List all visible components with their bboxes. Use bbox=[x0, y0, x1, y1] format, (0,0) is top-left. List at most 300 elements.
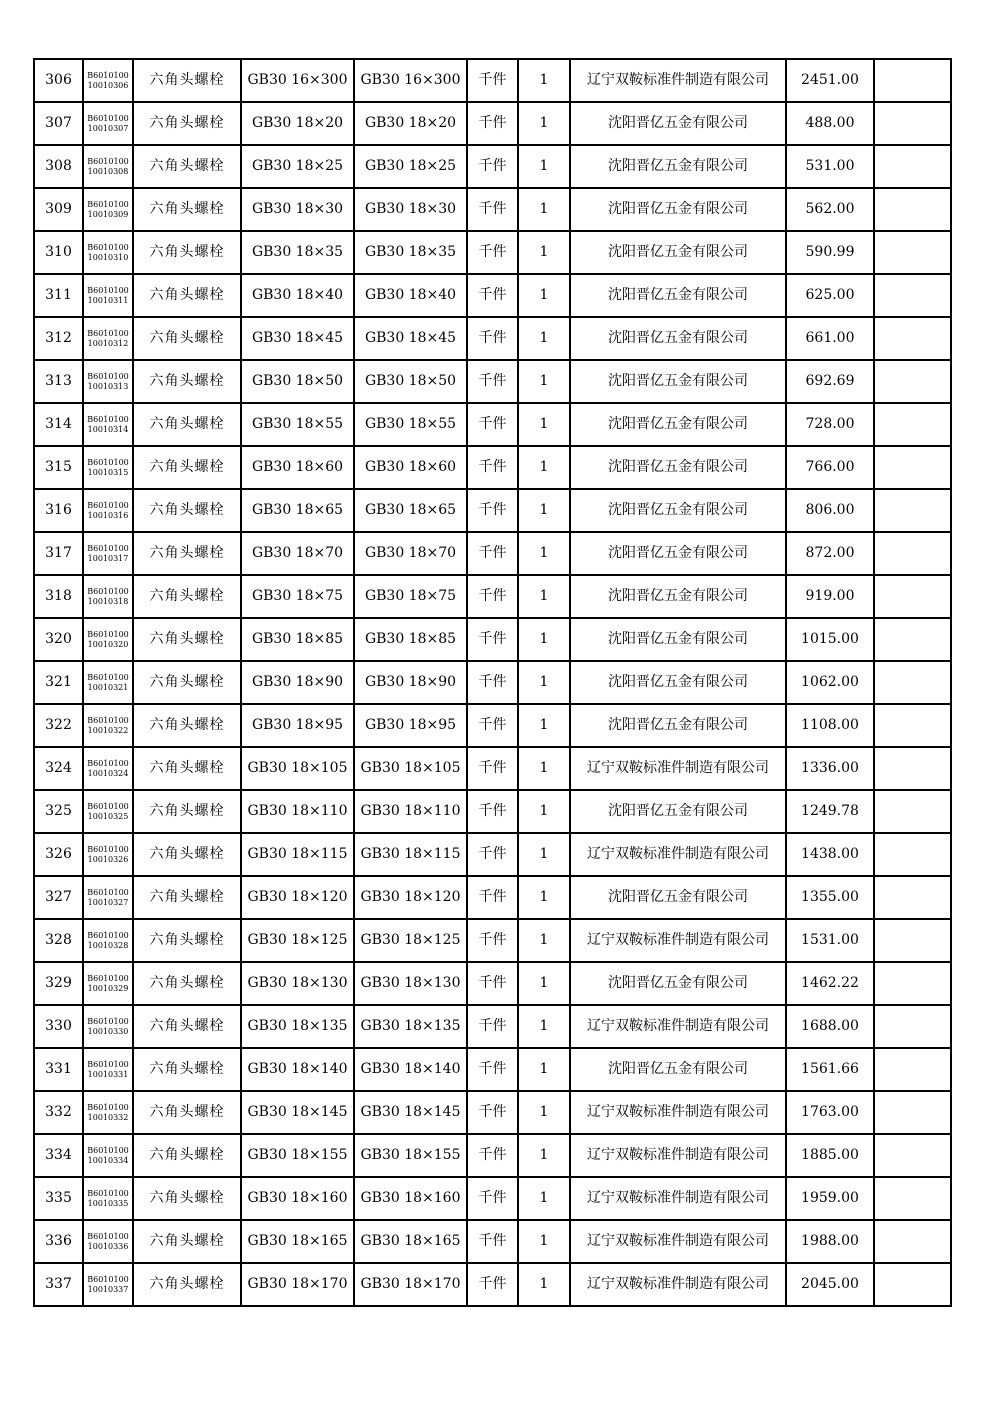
material-code-cell: B601010010010310 bbox=[83, 231, 133, 274]
item-name-cell: 六角头螺栓 bbox=[133, 704, 241, 747]
quantity-cell: 1 bbox=[518, 274, 570, 317]
item-spec-cell: GB30 18×145 bbox=[241, 1091, 354, 1134]
item-name-cell: 六角头螺栓 bbox=[133, 102, 241, 145]
price-cell: 728.00 bbox=[786, 403, 874, 446]
row-number-cell: 310 bbox=[34, 231, 83, 274]
table-row bbox=[34, 1005, 951, 1048]
unit-cell: 千件 bbox=[467, 532, 518, 575]
supplier-cell: 辽宁双鞍标准件制造有限公司 bbox=[570, 747, 786, 790]
item-name-cell: 六角头螺栓 bbox=[133, 833, 241, 876]
item-spec-cell: GB30 18×85 bbox=[241, 618, 354, 661]
row-number-cell: 308 bbox=[34, 145, 83, 188]
quantity-cell: 1 bbox=[518, 1177, 570, 1220]
unit-cell: 千件 bbox=[467, 274, 518, 317]
price-cell: 1959.00 bbox=[786, 1177, 874, 1220]
item-model-cell: GB30 18×60 bbox=[354, 446, 467, 489]
supplier-cell: 沈阳晋亿五金有限公司 bbox=[570, 876, 786, 919]
item-model-cell: GB30 18×20 bbox=[354, 102, 467, 145]
item-model-cell: GB30 18×140 bbox=[354, 1048, 467, 1091]
table-row bbox=[34, 102, 951, 145]
table-row bbox=[34, 790, 951, 833]
note-cell bbox=[874, 145, 951, 188]
quantity-cell: 1 bbox=[518, 833, 570, 876]
note-cell bbox=[874, 1263, 951, 1306]
unit-cell: 千件 bbox=[467, 446, 518, 489]
item-spec-cell: GB30 18×115 bbox=[241, 833, 354, 876]
supplier-cell: 辽宁双鞍标准件制造有限公司 bbox=[570, 1005, 786, 1048]
material-code-cell: B601010010010313 bbox=[83, 360, 133, 403]
table-row bbox=[34, 747, 951, 790]
quantity-cell: 1 bbox=[518, 145, 570, 188]
supplier-cell: 沈阳晋亿五金有限公司 bbox=[570, 532, 786, 575]
quantity-cell: 1 bbox=[518, 747, 570, 790]
material-code-cell: B601010010010327 bbox=[83, 876, 133, 919]
table-row bbox=[34, 1220, 951, 1263]
material-code-cell: B601010010010318 bbox=[83, 575, 133, 618]
note-cell bbox=[874, 102, 951, 145]
table-row bbox=[34, 1134, 951, 1177]
item-model-cell: GB30 18×145 bbox=[354, 1091, 467, 1134]
item-model-cell: GB30 18×170 bbox=[354, 1263, 467, 1306]
note-cell bbox=[874, 231, 951, 274]
item-model-cell: GB30 18×65 bbox=[354, 489, 467, 532]
item-spec-cell: GB30 18×75 bbox=[241, 575, 354, 618]
material-code-cell: B601010010010325 bbox=[83, 790, 133, 833]
table-row bbox=[34, 704, 951, 747]
note-cell bbox=[874, 661, 951, 704]
item-model-cell: GB30 18×70 bbox=[354, 532, 467, 575]
item-model-cell: GB30 18×160 bbox=[354, 1177, 467, 1220]
item-spec-cell: GB30 18×65 bbox=[241, 489, 354, 532]
item-spec-cell: GB30 18×60 bbox=[241, 446, 354, 489]
quantity-cell: 1 bbox=[518, 1263, 570, 1306]
item-model-cell: GB30 18×130 bbox=[354, 962, 467, 1005]
supplier-cell: 沈阳晋亿五金有限公司 bbox=[570, 575, 786, 618]
row-number-cell: 325 bbox=[34, 790, 83, 833]
row-number-cell: 314 bbox=[34, 403, 83, 446]
note-cell bbox=[874, 1134, 951, 1177]
supplier-cell: 沈阳晋亿五金有限公司 bbox=[570, 102, 786, 145]
quantity-cell: 1 bbox=[518, 102, 570, 145]
material-code-cell: B601010010010306 bbox=[83, 59, 133, 102]
item-spec-cell: GB30 18×110 bbox=[241, 790, 354, 833]
item-name-cell: 六角头螺栓 bbox=[133, 1220, 241, 1263]
note-cell bbox=[874, 747, 951, 790]
table-row bbox=[34, 360, 951, 403]
table-row bbox=[34, 1263, 951, 1306]
item-spec-cell: GB30 18×165 bbox=[241, 1220, 354, 1263]
price-cell: 1763.00 bbox=[786, 1091, 874, 1134]
material-code-cell: B601010010010331 bbox=[83, 1048, 133, 1091]
quantity-cell: 1 bbox=[518, 704, 570, 747]
unit-cell: 千件 bbox=[467, 1220, 518, 1263]
supplier-cell: 沈阳晋亿五金有限公司 bbox=[570, 704, 786, 747]
supplier-cell: 沈阳晋亿五金有限公司 bbox=[570, 618, 786, 661]
price-cell: 1249.78 bbox=[786, 790, 874, 833]
price-cell: 1462.22 bbox=[786, 962, 874, 1005]
unit-cell: 千件 bbox=[467, 360, 518, 403]
table-row bbox=[34, 317, 951, 360]
row-number-cell: 326 bbox=[34, 833, 83, 876]
item-model-cell: GB30 18×30 bbox=[354, 188, 467, 231]
unit-cell: 千件 bbox=[467, 833, 518, 876]
material-code-cell: B601010010010321 bbox=[83, 661, 133, 704]
item-spec-cell: GB30 18×160 bbox=[241, 1177, 354, 1220]
table-body bbox=[34, 59, 951, 1306]
note-cell bbox=[874, 1005, 951, 1048]
item-name-cell: 六角头螺栓 bbox=[133, 403, 241, 446]
item-spec-cell: GB30 18×25 bbox=[241, 145, 354, 188]
note-cell bbox=[874, 360, 951, 403]
row-number-cell: 331 bbox=[34, 1048, 83, 1091]
item-name-cell: 六角头螺栓 bbox=[133, 188, 241, 231]
row-number-cell: 337 bbox=[34, 1263, 83, 1306]
supplier-cell: 沈阳晋亿五金有限公司 bbox=[570, 274, 786, 317]
item-spec-cell: GB30 18×120 bbox=[241, 876, 354, 919]
quantity-cell: 1 bbox=[518, 317, 570, 360]
material-code-cell: B601010010010329 bbox=[83, 962, 133, 1005]
item-spec-cell: GB30 18×105 bbox=[241, 747, 354, 790]
item-name-cell: 六角头螺栓 bbox=[133, 59, 241, 102]
note-cell bbox=[874, 317, 951, 360]
note-cell bbox=[874, 59, 951, 102]
row-number-cell: 312 bbox=[34, 317, 83, 360]
material-code-cell: B601010010010326 bbox=[83, 833, 133, 876]
item-name-cell: 六角头螺栓 bbox=[133, 360, 241, 403]
table-row bbox=[34, 919, 951, 962]
table-row bbox=[34, 618, 951, 661]
table-row bbox=[34, 188, 951, 231]
item-name-cell: 六角头螺栓 bbox=[133, 231, 241, 274]
price-cell: 531.00 bbox=[786, 145, 874, 188]
item-model-cell: GB30 18×120 bbox=[354, 876, 467, 919]
quantity-cell: 1 bbox=[518, 188, 570, 231]
quantity-cell: 1 bbox=[518, 1220, 570, 1263]
quantity-cell: 1 bbox=[518, 1048, 570, 1091]
item-model-cell: GB30 18×105 bbox=[354, 747, 467, 790]
supplier-cell: 沈阳晋亿五金有限公司 bbox=[570, 188, 786, 231]
row-number-cell: 317 bbox=[34, 532, 83, 575]
row-number-cell: 315 bbox=[34, 446, 83, 489]
item-name-cell: 六角头螺栓 bbox=[133, 1134, 241, 1177]
item-spec-cell: GB30 18×35 bbox=[241, 231, 354, 274]
supplier-cell: 沈阳晋亿五金有限公司 bbox=[570, 360, 786, 403]
row-number-cell: 311 bbox=[34, 274, 83, 317]
item-spec-cell: GB30 18×90 bbox=[241, 661, 354, 704]
unit-cell: 千件 bbox=[467, 59, 518, 102]
item-model-cell: GB30 18×90 bbox=[354, 661, 467, 704]
item-name-cell: 六角头螺栓 bbox=[133, 919, 241, 962]
note-cell bbox=[874, 446, 951, 489]
supplier-cell: 沈阳晋亿五金有限公司 bbox=[570, 231, 786, 274]
unit-cell: 千件 bbox=[467, 1005, 518, 1048]
unit-cell: 千件 bbox=[467, 962, 518, 1005]
row-number-cell: 329 bbox=[34, 962, 83, 1005]
supplier-cell: 沈阳晋亿五金有限公司 bbox=[570, 403, 786, 446]
note-cell bbox=[874, 962, 951, 1005]
item-name-cell: 六角头螺栓 bbox=[133, 1263, 241, 1306]
item-name-cell: 六角头螺栓 bbox=[133, 575, 241, 618]
quantity-cell: 1 bbox=[518, 489, 570, 532]
unit-cell: 千件 bbox=[467, 1048, 518, 1091]
quantity-cell: 1 bbox=[518, 231, 570, 274]
material-code-cell: B601010010010312 bbox=[83, 317, 133, 360]
item-name-cell: 六角头螺栓 bbox=[133, 274, 241, 317]
supplier-cell: 沈阳晋亿五金有限公司 bbox=[570, 145, 786, 188]
table-row bbox=[34, 1177, 951, 1220]
item-spec-cell: GB30 18×125 bbox=[241, 919, 354, 962]
table-row bbox=[34, 876, 951, 919]
supplier-cell: 沈阳晋亿五金有限公司 bbox=[570, 446, 786, 489]
note-cell bbox=[874, 188, 951, 231]
material-code-cell: B601010010010320 bbox=[83, 618, 133, 661]
item-model-cell: GB30 18×115 bbox=[354, 833, 467, 876]
note-cell bbox=[874, 704, 951, 747]
unit-cell: 千件 bbox=[467, 876, 518, 919]
quantity-cell: 1 bbox=[518, 790, 570, 833]
item-model-cell: GB30 18×95 bbox=[354, 704, 467, 747]
row-number-cell: 324 bbox=[34, 747, 83, 790]
note-cell bbox=[874, 1048, 951, 1091]
row-number-cell: 322 bbox=[34, 704, 83, 747]
quantity-cell: 1 bbox=[518, 403, 570, 446]
supplier-cell: 辽宁双鞍标准件制造有限公司 bbox=[570, 59, 786, 102]
item-model-cell: GB30 18×110 bbox=[354, 790, 467, 833]
note-cell bbox=[874, 403, 951, 446]
price-cell: 1988.00 bbox=[786, 1220, 874, 1263]
item-spec-cell: GB30 18×95 bbox=[241, 704, 354, 747]
material-code-cell: B601010010010328 bbox=[83, 919, 133, 962]
table-row bbox=[34, 145, 951, 188]
unit-cell: 千件 bbox=[467, 1134, 518, 1177]
item-model-cell: GB30 18×135 bbox=[354, 1005, 467, 1048]
item-name-cell: 六角头螺栓 bbox=[133, 962, 241, 1005]
quantity-cell: 1 bbox=[518, 919, 570, 962]
quantity-cell: 1 bbox=[518, 661, 570, 704]
row-number-cell: 321 bbox=[34, 661, 83, 704]
item-spec-cell: GB30 18×130 bbox=[241, 962, 354, 1005]
item-model-cell: GB30 18×40 bbox=[354, 274, 467, 317]
unit-cell: 千件 bbox=[467, 403, 518, 446]
item-name-cell: 六角头螺栓 bbox=[133, 790, 241, 833]
unit-cell: 千件 bbox=[467, 747, 518, 790]
item-spec-cell: GB30 18×50 bbox=[241, 360, 354, 403]
item-name-cell: 六角头螺栓 bbox=[133, 317, 241, 360]
item-model-cell: GB30 18×50 bbox=[354, 360, 467, 403]
material-code-cell: B601010010010332 bbox=[83, 1091, 133, 1134]
quantity-cell: 1 bbox=[518, 532, 570, 575]
row-number-cell: 332 bbox=[34, 1091, 83, 1134]
row-number-cell: 330 bbox=[34, 1005, 83, 1048]
item-name-cell: 六角头螺栓 bbox=[133, 618, 241, 661]
price-cell: 692.69 bbox=[786, 360, 874, 403]
note-cell bbox=[874, 1091, 951, 1134]
item-spec-cell: GB30 18×55 bbox=[241, 403, 354, 446]
price-cell: 872.00 bbox=[786, 532, 874, 575]
item-model-cell: GB30 18×35 bbox=[354, 231, 467, 274]
material-code-cell: B601010010010315 bbox=[83, 446, 133, 489]
item-spec-cell: GB30 18×155 bbox=[241, 1134, 354, 1177]
table-row bbox=[34, 962, 951, 1005]
item-spec-cell: GB30 18×30 bbox=[241, 188, 354, 231]
material-code-cell: B601010010010335 bbox=[83, 1177, 133, 1220]
supplier-cell: 辽宁双鞍标准件制造有限公司 bbox=[570, 919, 786, 962]
table-row bbox=[34, 575, 951, 618]
price-cell: 1688.00 bbox=[786, 1005, 874, 1048]
item-name-cell: 六角头螺栓 bbox=[133, 532, 241, 575]
price-cell: 1355.00 bbox=[786, 876, 874, 919]
supplier-cell: 辽宁双鞍标准件制造有限公司 bbox=[570, 833, 786, 876]
unit-cell: 千件 bbox=[467, 618, 518, 661]
item-model-cell: GB30 18×55 bbox=[354, 403, 467, 446]
price-cell: 1108.00 bbox=[786, 704, 874, 747]
supplier-cell: 沈阳晋亿五金有限公司 bbox=[570, 1048, 786, 1091]
quantity-cell: 1 bbox=[518, 618, 570, 661]
unit-cell: 千件 bbox=[467, 1091, 518, 1134]
price-cell: 1561.66 bbox=[786, 1048, 874, 1091]
table-row bbox=[34, 403, 951, 446]
quantity-cell: 1 bbox=[518, 1005, 570, 1048]
unit-cell: 千件 bbox=[467, 1177, 518, 1220]
item-name-cell: 六角头螺栓 bbox=[133, 145, 241, 188]
price-cell: 1438.00 bbox=[786, 833, 874, 876]
table-row bbox=[34, 661, 951, 704]
item-model-cell: GB30 18×85 bbox=[354, 618, 467, 661]
price-cell: 1885.00 bbox=[786, 1134, 874, 1177]
price-cell: 766.00 bbox=[786, 446, 874, 489]
note-cell bbox=[874, 1177, 951, 1220]
note-cell bbox=[874, 489, 951, 532]
row-number-cell: 328 bbox=[34, 919, 83, 962]
price-cell: 1062.00 bbox=[786, 661, 874, 704]
note-cell bbox=[874, 1220, 951, 1263]
material-code-cell: B601010010010309 bbox=[83, 188, 133, 231]
row-number-cell: 335 bbox=[34, 1177, 83, 1220]
supplier-cell: 沈阳晋亿五金有限公司 bbox=[570, 790, 786, 833]
table-row bbox=[34, 274, 951, 317]
item-model-cell: GB30 18×25 bbox=[354, 145, 467, 188]
item-spec-cell: GB30 18×70 bbox=[241, 532, 354, 575]
row-number-cell: 320 bbox=[34, 618, 83, 661]
quantity-cell: 1 bbox=[518, 876, 570, 919]
quantity-cell: 1 bbox=[518, 446, 570, 489]
item-spec-cell: GB30 18×45 bbox=[241, 317, 354, 360]
supplier-cell: 沈阳晋亿五金有限公司 bbox=[570, 661, 786, 704]
item-spec-cell: GB30 18×170 bbox=[241, 1263, 354, 1306]
note-cell bbox=[874, 876, 951, 919]
item-name-cell: 六角头螺栓 bbox=[133, 1177, 241, 1220]
row-number-cell: 318 bbox=[34, 575, 83, 618]
quantity-cell: 1 bbox=[518, 962, 570, 1005]
item-spec-cell: GB30 16×300 bbox=[241, 59, 354, 102]
supplier-cell: 辽宁双鞍标准件制造有限公司 bbox=[570, 1263, 786, 1306]
supplier-cell: 辽宁双鞍标准件制造有限公司 bbox=[570, 1134, 786, 1177]
row-number-cell: 306 bbox=[34, 59, 83, 102]
table-row bbox=[34, 1091, 951, 1134]
unit-cell: 千件 bbox=[467, 704, 518, 747]
material-code-cell: B601010010010322 bbox=[83, 704, 133, 747]
note-cell bbox=[874, 274, 951, 317]
row-number-cell: 316 bbox=[34, 489, 83, 532]
item-model-cell: GB30 18×45 bbox=[354, 317, 467, 360]
item-name-cell: 六角头螺栓 bbox=[133, 1048, 241, 1091]
note-cell bbox=[874, 833, 951, 876]
table-row bbox=[34, 446, 951, 489]
price-cell: 562.00 bbox=[786, 188, 874, 231]
quantity-cell: 1 bbox=[518, 1134, 570, 1177]
price-cell: 661.00 bbox=[786, 317, 874, 360]
supplier-cell: 辽宁双鞍标准件制造有限公司 bbox=[570, 1220, 786, 1263]
table-row bbox=[34, 1048, 951, 1091]
supplier-cell: 沈阳晋亿五金有限公司 bbox=[570, 489, 786, 532]
unit-cell: 千件 bbox=[467, 489, 518, 532]
unit-cell: 千件 bbox=[467, 919, 518, 962]
material-code-cell: B601010010010314 bbox=[83, 403, 133, 446]
unit-cell: 千件 bbox=[467, 102, 518, 145]
note-cell bbox=[874, 575, 951, 618]
material-code-cell: B601010010010336 bbox=[83, 1220, 133, 1263]
table-row bbox=[34, 532, 951, 575]
quantity-cell: 1 bbox=[518, 360, 570, 403]
unit-cell: 千件 bbox=[467, 575, 518, 618]
quantity-cell: 1 bbox=[518, 575, 570, 618]
row-number-cell: 334 bbox=[34, 1134, 83, 1177]
row-number-cell: 309 bbox=[34, 188, 83, 231]
material-code-cell: B601010010010316 bbox=[83, 489, 133, 532]
price-cell: 919.00 bbox=[786, 575, 874, 618]
item-name-cell: 六角头螺栓 bbox=[133, 489, 241, 532]
material-code-cell: B601010010010308 bbox=[83, 145, 133, 188]
quantity-cell: 1 bbox=[518, 59, 570, 102]
item-model-cell: GB30 18×75 bbox=[354, 575, 467, 618]
supplier-cell: 辽宁双鞍标准件制造有限公司 bbox=[570, 1177, 786, 1220]
price-cell: 1015.00 bbox=[786, 618, 874, 661]
unit-cell: 千件 bbox=[467, 145, 518, 188]
material-code-cell: B601010010010337 bbox=[83, 1263, 133, 1306]
row-number-cell: 307 bbox=[34, 102, 83, 145]
material-code-cell: B601010010010330 bbox=[83, 1005, 133, 1048]
table-row bbox=[34, 231, 951, 274]
price-cell: 625.00 bbox=[786, 274, 874, 317]
note-cell bbox=[874, 618, 951, 661]
item-model-cell: GB30 16×300 bbox=[354, 59, 467, 102]
supplier-cell: 沈阳晋亿五金有限公司 bbox=[570, 962, 786, 1005]
unit-cell: 千件 bbox=[467, 1263, 518, 1306]
unit-cell: 千件 bbox=[467, 661, 518, 704]
supplier-cell: 沈阳晋亿五金有限公司 bbox=[570, 317, 786, 360]
table-row bbox=[34, 59, 951, 102]
unit-cell: 千件 bbox=[467, 790, 518, 833]
item-spec-cell: GB30 18×140 bbox=[241, 1048, 354, 1091]
item-model-cell: GB30 18×165 bbox=[354, 1220, 467, 1263]
item-name-cell: 六角头螺栓 bbox=[133, 1091, 241, 1134]
item-name-cell: 六角头螺栓 bbox=[133, 446, 241, 489]
note-cell bbox=[874, 919, 951, 962]
item-spec-cell: GB30 18×20 bbox=[241, 102, 354, 145]
price-cell: 1531.00 bbox=[786, 919, 874, 962]
item-name-cell: 六角头螺栓 bbox=[133, 876, 241, 919]
material-code-cell: B601010010010311 bbox=[83, 274, 133, 317]
material-code-cell: B601010010010334 bbox=[83, 1134, 133, 1177]
material-code-cell: B601010010010317 bbox=[83, 532, 133, 575]
row-number-cell: 313 bbox=[34, 360, 83, 403]
table-row bbox=[34, 489, 951, 532]
supplier-cell: 辽宁双鞍标准件制造有限公司 bbox=[570, 1091, 786, 1134]
item-spec-cell: GB30 18×135 bbox=[241, 1005, 354, 1048]
price-table bbox=[33, 58, 952, 1307]
price-cell: 590.99 bbox=[786, 231, 874, 274]
price-cell: 488.00 bbox=[786, 102, 874, 145]
